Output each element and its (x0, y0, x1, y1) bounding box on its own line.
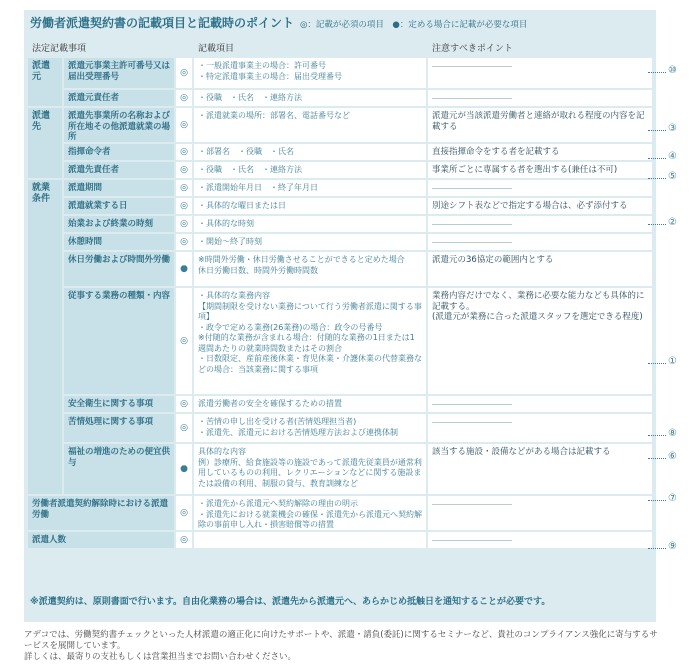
empty-dash (432, 422, 512, 423)
table-row-mark: ● (176, 252, 192, 286)
footnote: ※派遣契約は、原則書面で行います。自由化業務の場合は、派遣先から派遣元へ、あらかじめ抵触日を通知することが必要です。 (30, 597, 551, 607)
category-cell: 派遣先 (28, 108, 62, 178)
empty-dash (432, 188, 512, 189)
empty-dash (432, 224, 512, 225)
table-row-item: 派遣人数 (28, 532, 174, 548)
empty-dash (432, 98, 512, 99)
callout-leader (648, 548, 666, 549)
empty-dash (432, 504, 512, 505)
legend: ◎：記載が必須の項目 ●：定める場合に記載が必要な項目 (300, 20, 528, 30)
table-row-content: ・開始～終了時刻 (194, 234, 426, 250)
callout-leader (648, 500, 666, 501)
table-row-content: ・派遣就業の場所：部署名、電話番号など (194, 108, 426, 142)
callout-leader (648, 435, 666, 436)
table-row-content: ・派遣開始年月日 ・終了年月日 (194, 180, 426, 196)
header-content: 記載項目 (198, 43, 235, 54)
table-row-point: 派遣元が当該派遣労働者と連絡が取れる程度の内容を記載する (428, 108, 652, 142)
callout-leader (648, 363, 666, 364)
table-row-point (428, 414, 652, 442)
table-row-item: 従事する業務の種類・内容 (64, 288, 174, 394)
table-row-mark: ◎ (176, 396, 192, 412)
table-row-content: ・苦情の申し出を受ける者(苦情処理担当者) ・派遣先、派遣元における苦情処理方法および連携体制 (194, 414, 426, 442)
table-row-item: 休日労働および時間外労働 (64, 252, 174, 286)
table-row-point: 業務内容だけでなく、業務に必要な能力なども具体的に記載する。 (派遣元が業務に合った派遣スタッフを選定できる程度) (428, 288, 652, 394)
table-row-point (428, 234, 652, 250)
category-cell-blank (28, 288, 62, 394)
table-row-item: 始業および終業の時刻 (64, 216, 174, 232)
category-cell: 就業条件 (28, 180, 62, 494)
callout-number: ⑩ (668, 65, 677, 76)
table-row-point (428, 396, 652, 412)
contract-panel (24, 10, 656, 622)
table-row-content: ・部署名 ・役職 ・氏名 (194, 144, 426, 160)
table-row-point (428, 90, 652, 106)
table-row-mark: ◎ (176, 198, 192, 214)
table-row-item: 派遣先事業所の名称および所在地その他派遣就業の場所 (64, 108, 174, 142)
table-row-mark: ◎ (176, 496, 192, 530)
callout-number: ② (668, 217, 677, 228)
table-row-point: 直接指揮命令をする者を記載する (428, 144, 652, 160)
table-row-item: 派遣元事業主許可番号又は届出受理番号 (64, 58, 174, 88)
title-text: 労働者派遣契約書の記載項目と記載時のポイント (30, 16, 295, 30)
table-row-content: ※時間外労働・休日労働させることができると定めた場合 休日労働日数、時間外労働時間数 (194, 252, 426, 286)
table-row-item: 派遣期間 (64, 180, 174, 196)
table-row-point (428, 496, 652, 530)
table-row-item: 休憩時間 (64, 234, 174, 250)
empty-dash (432, 404, 512, 405)
bottom-text: アデコでは、労働契約書チェックといった人材派遣の適正化に向けたサポートや、派遣・請負(委託)に関するセミナーなど、貴社のコンプライアンス強化に寄与するサービスを展開しています。 詳しくは、最寄りの支社もしくは営業担当までお問い合わせください。 (24, 630, 658, 662)
callout-number: ⑧ (668, 428, 677, 439)
table-row-item: 指揮命令者 (64, 144, 174, 160)
table-row-item: 福祉の増進のための便宜供与 (64, 444, 174, 494)
table-row-point (428, 216, 652, 232)
table-row-mark: ● (176, 444, 192, 494)
table-row-mark: ◎ (176, 180, 192, 196)
table-row-item: 派遣先責任者 (64, 162, 174, 178)
table-row-point (428, 58, 652, 88)
callout-number: ① (668, 356, 677, 367)
table-row-mark: ◎ (176, 532, 192, 548)
table-row-mark: ◎ (176, 234, 192, 250)
header-point: 注意すべきポイント (432, 43, 513, 54)
table-row-mark: ◎ (176, 90, 192, 106)
page-title (30, 14, 527, 31)
table-row-mark: ◎ (176, 288, 192, 394)
callout-leader (648, 458, 666, 459)
callout-number: ④ (668, 151, 677, 162)
table-row-content: ・具体的な曜日または日 (194, 198, 426, 214)
callout-leader (648, 158, 666, 159)
table-row-item: 苦情処理に関する事項 (64, 414, 174, 442)
table-row-point: 別途シフト表などで指定する場合は、必ず添付する (428, 198, 652, 214)
table-row-mark: ◎ (176, 414, 192, 442)
table-row-content: ・具体的な業務内容 【期間制限を受けない業務について行う労働者派遣に関する事項】 ・政令で定める業務(26業務)の場合：政令の号番号 ※付随的な業務が含まれる場合：付随的な業務の1日または1週間あたりの就業時間数またはその割合 ・日数限定、産前産後休業・育児休業・介護休業の代替業務などの場合：当該業務に関する事項 (194, 288, 426, 394)
header-legal-item: 法定記載事項 (32, 43, 87, 54)
table-row-content: ・役職 ・氏名 ・連絡方法 (194, 162, 426, 178)
category-cell-blank (28, 396, 62, 412)
callout-number: ⑥ (668, 451, 677, 462)
table-row-point: 派遣元の36協定の範囲内とする (428, 252, 652, 286)
table-row-point: 事業所ごとに専属する者を選出する(兼任は不可) (428, 162, 652, 178)
empty-dash (432, 242, 512, 243)
empty-dash (432, 540, 512, 541)
table-row-content: ・一般派遣事業主の場合：許可番号 ・特定派遣事業主の場合：届出受理番号 (194, 58, 426, 88)
callout-leader (648, 224, 666, 225)
table-row-content: ・役職 ・氏名 ・連絡方法 (194, 90, 426, 106)
table-row-content (194, 532, 426, 548)
table-row-mark: ◎ (176, 58, 192, 88)
category-cell-blank (28, 444, 62, 494)
table-row-content: 派遣労働者の安全を確保するための措置 (194, 396, 426, 412)
table-row-item: 派遣就業する日 (64, 198, 174, 214)
callout-leader (648, 130, 666, 131)
callout-number: ⑤ (668, 171, 677, 182)
table-row-content: ・具体的な時刻 (194, 216, 426, 232)
table-row-point (428, 180, 652, 196)
table-row-mark: ◎ (176, 144, 192, 160)
callout-number: ③ (668, 123, 677, 134)
table-row-item: 労働者派遣契約解除時における派遣労働 (28, 496, 174, 530)
category-cell-blank (28, 414, 62, 442)
category-cell: 派遣元 (28, 58, 62, 106)
table-row-mark: ◎ (176, 108, 192, 142)
empty-dash (432, 66, 512, 67)
table-row-point (428, 532, 652, 548)
callout-number: ⑨ (668, 541, 677, 552)
callout-leader (648, 178, 666, 179)
table-row-content: ・派遣先から派遣元へ契約解除の理由の明示 ・派遣先における就業機会の確保・派遣先から派遣元へ契約解除の事前申し入れ・損害賠償等の措置 (194, 496, 426, 530)
callout-leader (648, 72, 666, 73)
table-row-mark: ◎ (176, 216, 192, 232)
callout-number: ⑦ (668, 493, 677, 504)
table-row-item: 安全衛生に関する事項 (64, 396, 174, 412)
table-row-mark: ◎ (176, 162, 192, 178)
table-row-content: 具体的な内容 例）診療所、給食施設等の施設であって派遣先従業員が通常利用しているものの利用、レクリエーションなどに関する施設または設備の利用、制服の貸与、教育訓練など (194, 444, 426, 494)
table-row-point: 該当する施設・設備などがある場合は記載する (428, 444, 652, 494)
table-row-item: 派遣元責任者 (64, 90, 174, 106)
